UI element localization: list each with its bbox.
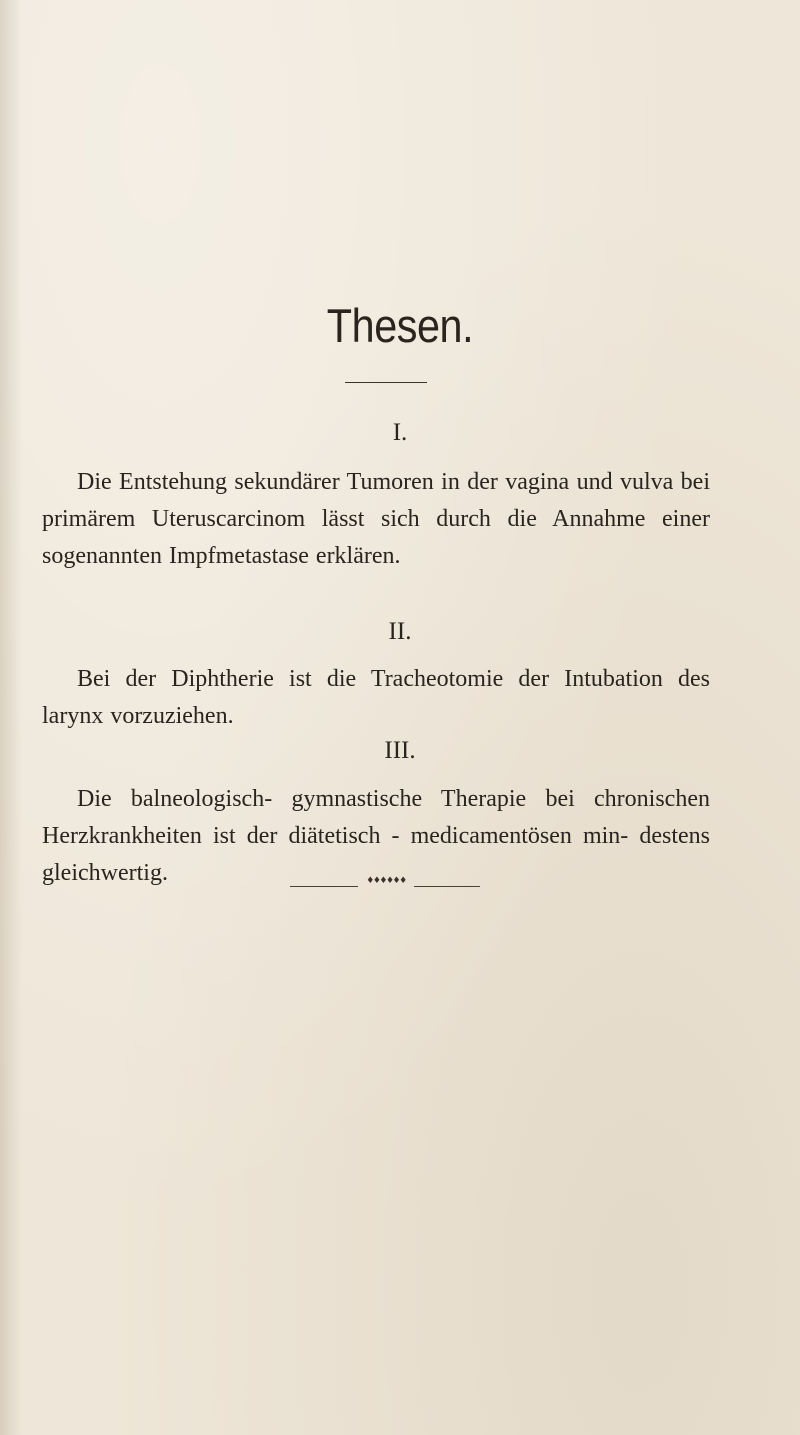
- thesis-number-3: III.: [384, 737, 416, 764]
- page-title: Thesen.: [326, 299, 474, 352]
- thesis-number-1: I.: [392, 419, 408, 446]
- ornament-line-left: [290, 886, 358, 887]
- thesis-text-1-content: Die Entstehung sekundärer Tumoren in der vagina und vulva bei primärem Uteruscarcinom lässt sich durch die Annahme einer sogenannten Impfmetastase erklären.: [42, 469, 710, 569]
- thesis-number-2: II.: [388, 618, 412, 645]
- thesis-text-2-content: Bei der Diphtherie ist die Tracheotomie der Intubation des larynx vorzuziehen.: [42, 666, 710, 729]
- closing-ornament: [290, 876, 480, 891]
- title-divider: [345, 382, 427, 383]
- thesis-text-3-content: Die balneologisch- gymnastische Therapie bei chronischen Herzkrankheiten ist der diätetisch - medicamentösen min- destens gleichwertig.: [42, 786, 710, 886]
- ornament-line-right: [414, 886, 480, 887]
- thesis-text-2: [42, 661, 710, 735]
- thesis-text-1: [42, 464, 710, 575]
- page-edge-shadow: [0, 0, 22, 1435]
- ornament-diamonds: ♦♦♦♦♦♦: [366, 876, 406, 886]
